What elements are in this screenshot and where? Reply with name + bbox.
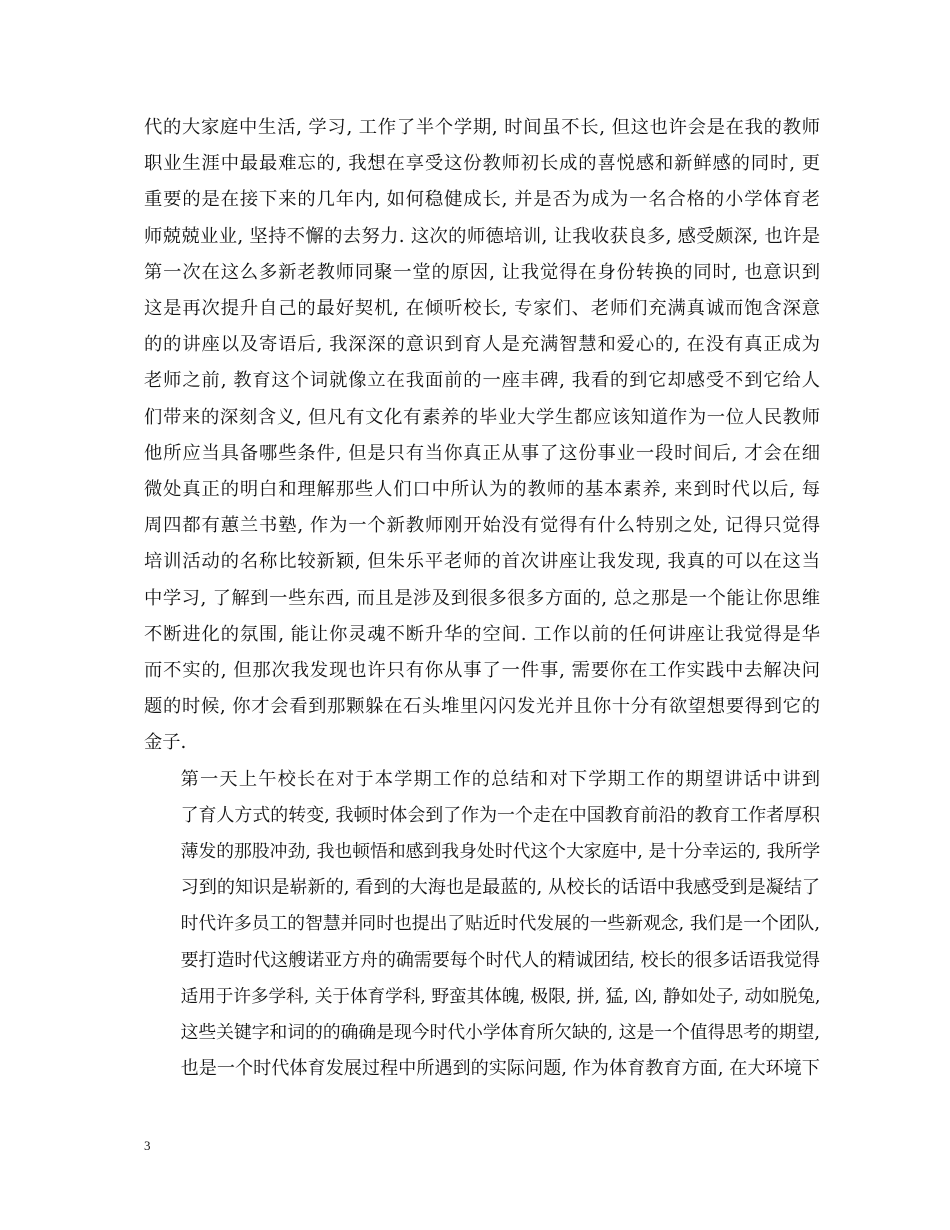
text-line: 们带来的深刻含义, 但凡有文化有素养的毕业大学生都应该知道作为一位人民教师: [144, 406, 820, 428]
text-line: 他所应当具备哪些条件, 但是只有当你真正从事了这份事业一段时间后, 才会在细: [144, 442, 820, 464]
text-line: 师兢兢业业, 坚持不懈的去努力. 这次的师德培训, 让我收获良多, 感受颇深, 也许是: [144, 225, 820, 247]
text-line: 周四都有蕙兰书塾, 作为一个新教师刚开始没有觉得有什么特别之处, 记得只觉得: [144, 515, 820, 537]
text-line: 第一次在这么多新老教师同聚一堂的原因, 让我觉得在身份转换的同时, 也意识到: [144, 261, 820, 283]
text-line: 时代许多员工的智慧并同时也提出了贴近时代发展的一些新观念, 我们是一个团队,: [180, 913, 820, 935]
text-line: 微处真正的明白和理解那些人们口中所认为的教师的基本素养, 来到时代以后, 每: [144, 479, 820, 501]
text-line: 重要的是在接下来的几年内, 如何稳健成长, 并是否为成为一名合格的小学体育老: [144, 189, 820, 211]
paragraph: [144, 110, 820, 762]
text-line: 培训活动的名称比较新颖, 但朱乐平老师的首次讲座让我发现, 我真的可以在这当: [144, 551, 820, 573]
paragraph: [144, 762, 820, 1088]
text-line: 职业生涯中最最难忘的, 我想在享受这份教师初长成的喜悦感和新鲜感的同时, 更: [144, 153, 820, 175]
text-line: 第一天上午校长在对于本学期工作的总结和对下学期工作的期望讲话中讲到: [180, 768, 820, 790]
text-line: 薄发的那股冲劲, 我也顿悟和感到我身处时代这个大家庭中, 是十分幸运的, 我所学: [180, 841, 821, 863]
document-body: [144, 110, 820, 1087]
text-line: 的的讲座以及寄语后, 我深深的意识到育人是充满智慧和爱心的, 在没有真正成为: [144, 334, 820, 356]
text-line: 这些关键字和词的的确确是现今时代小学体育所欠缺的, 这是一个值得思考的期望,: [180, 1022, 820, 1044]
text-line: 而不实的, 但那次我发现也许只有你从事了一件事, 需要你在工作实践中去解决问: [144, 660, 820, 682]
text-line: 适用于许多学科, 关于体育学科, 野蛮其体魄, 极限, 拼, 猛, 凶, 静如处子, 动如脱兔,: [180, 986, 821, 1007]
text-line: 老师之前, 教育这个词就像立在我面前的一座丰碑, 我看的到它却感受不到它给人: [144, 370, 820, 392]
text-line: 习到的知识是崭新的, 看到的大海也是最蓝的, 从校长的话语中我感受到是凝结了: [180, 877, 820, 899]
text-line: 要打造时代这艘诺亚方舟的确需要每个时代人的精诚团结, 校长的很多话语我觉得: [180, 949, 820, 971]
text-line: 中学习, 了解到一些东西, 而且是涉及到很多很多方面的, 总之那是一个能让你思维: [144, 587, 820, 609]
text-line: 题的时候, 你才会看到那颗躲在石头堆里闪闪发光并且你十分有欲望想要得到它的: [144, 696, 820, 718]
text-line: 不断进化的氛围, 能让你灵魂不断升华的空间. 工作以前的任何讲座让我觉得是华: [144, 623, 820, 645]
text-line: 也是一个时代体育发展过程中所遇到的实际问题, 作为体育教育方面, 在大环境下: [180, 1058, 820, 1080]
text-line: 这是再次提升自己的最好契机, 在倾听校长, 专家们、老师们充满真诚而饱含深意: [144, 298, 820, 320]
text-line: 代的大家庭中生活, 学习, 工作了半个学期, 时间虽不长, 但这也许会是在我的教师: [144, 117, 820, 138]
text-line: 金子.: [144, 732, 187, 754]
page-number: 3: [144, 1138, 151, 1153]
text-line: 了育人方式的转变, 我顿时体会到了作为一个走在中国教育前沿的教育工作者厚积: [180, 804, 820, 826]
